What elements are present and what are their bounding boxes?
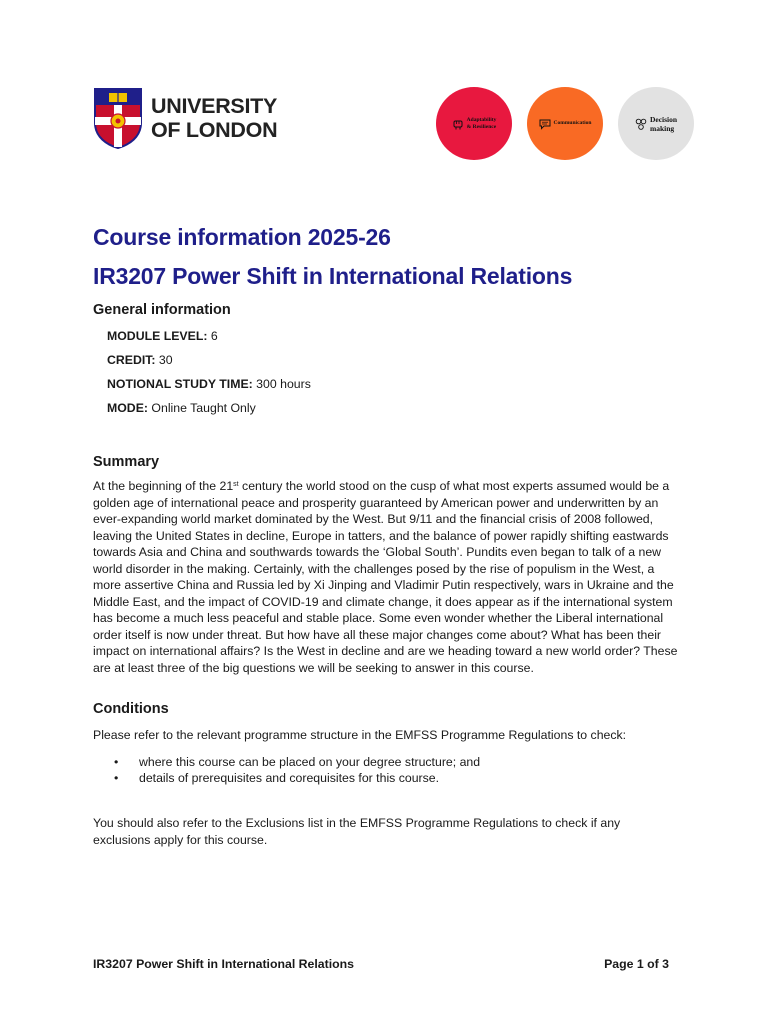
conditions-intro: Please refer to the relevant programme structure in the EMFSS Programme Regulations to check: [93,728,627,742]
info-label: MODE: [107,401,148,415]
university-crest-icon [93,87,143,149]
badge-label: Communication [553,120,592,127]
logo-line-2: OF LONDON [151,118,278,142]
info-label: CREDIT: [107,353,156,367]
university-logo [93,86,293,150]
badge-communication [527,87,603,160]
conditions-outro: You should also refer to the Exclusions list in the EMFSS Programme Regulations to check if any exclusions apply for this course. [93,816,621,847]
info-mode [107,400,256,416]
badge-label: Adaptability [466,117,497,123]
summary-heading: Summary [93,454,160,470]
bullet-marker: • [114,755,119,769]
list-item [114,770,439,786]
info-value: 300 hours [252,377,311,391]
course-title: IR3207 Power Shift in International Relations [93,263,573,289]
logo-line-1: UNIVERSITY [151,94,278,118]
info-label: NOTIONAL STUDY TIME: [107,377,253,391]
footer-course-title: IR3207 Power Shift in International Relations [93,957,355,971]
fist-icon [452,118,464,130]
page-title: Course information 2025-26 [93,224,391,250]
page-number: Page 1 of 3 [604,957,669,971]
info-credit [107,352,173,368]
bullet-marker: • [114,771,119,785]
info-study-time [107,376,311,392]
decision-icon [635,118,647,130]
conditions-heading: Conditions [93,701,169,717]
badge-adaptability [436,87,512,160]
summary-paragraph: At the beginning of the 21st century the world stood on the cusp of what most experts assumed would be a golden age of international peace and prosperity guaranteed by American power and underwritten by an ever-expanding world market dominated by the West. But 9/11 and the financial crisis of 2008 followed, leaving the United States in decline, Europe in tatters, and the balance of power rapidly shifting eastwards towards Asia and China and southwards towards the ‘Global South’. Pundits even began to talk of a new world disorder in the making. Certainly, with the challenges posed by the rise of populism in the West, a more assertive China and Russia led by Xi Jinping and Vladimir Putin respectively, wars in Ukraine and the Middle East, and the impact of COVID-19 and climate change, it does appear as if the international system has become a much less peaceful and stable place. Some even wonder whether the Liberal international order itself is now under threat. But how have all these major changes come about? What has been their impact on international affairs? Is the West in decline and are we heading toward a new world order? These are at least three of the big questions we will be seeking to answer in this course. [93,479,678,675]
info-label: MODULE LEVEL: [107,329,208,343]
badge-decision-making [618,87,694,160]
info-value: 6 [207,329,218,343]
general-info-heading: General information [93,302,231,318]
list-item-text: details of prerequisites and corequisites for this course. [139,771,440,785]
badge-label: making [649,123,675,133]
list-item [114,754,480,770]
badge-label: & Resilience [466,123,497,130]
info-value: Online Taught Only [148,401,256,415]
speech-bubble-icon [539,118,551,130]
list-item-text: where this course can be placed on your degree structure; and [139,755,481,769]
badge-label: Decision [649,114,678,124]
info-value: 30 [155,353,173,367]
info-module-level [107,328,218,344]
